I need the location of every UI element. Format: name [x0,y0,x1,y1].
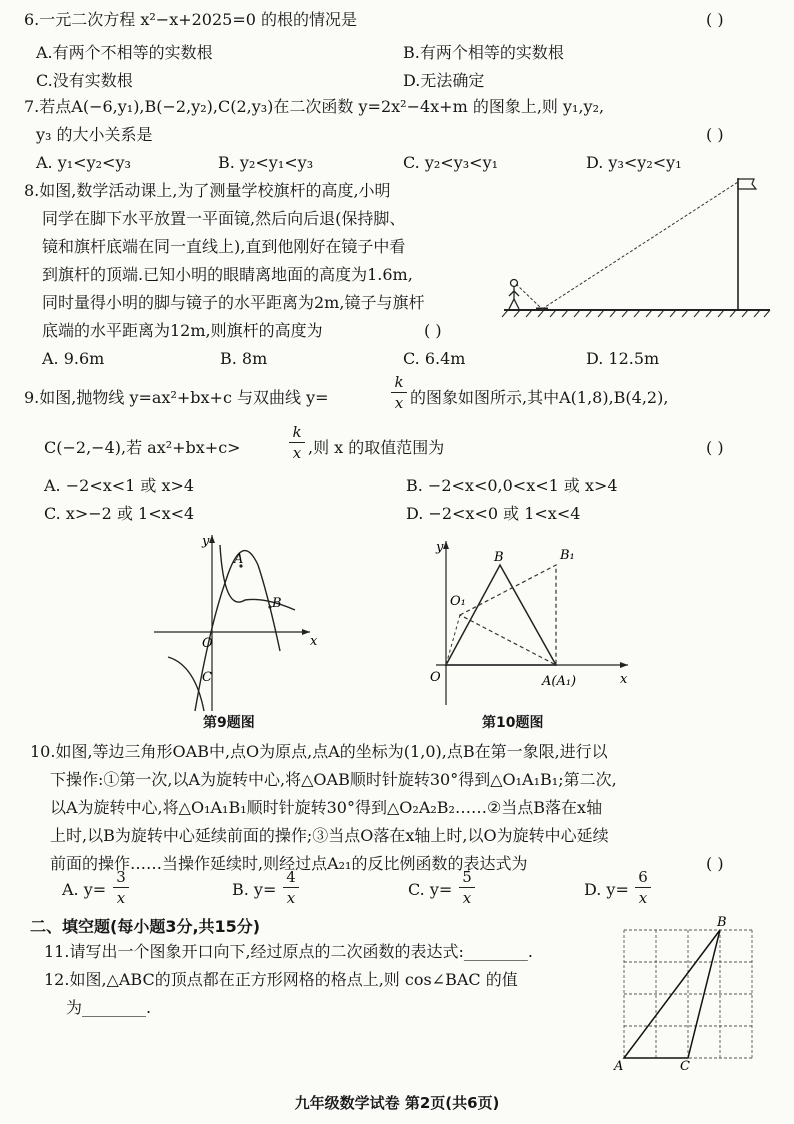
q6-stem: 6.一元二次方程 x²−x+2025=0 的根的情况是 [24,10,358,29]
q7-stem-line1: 7.若点A(−6,y₁),B(−2,y₂),C(2,y₃)在二次函数 y=2x²−4x+m 的图象上,则 y₁,y₂, [24,97,605,116]
q10-line2: 下操作:①第一次,以A为旋转中心,将△OAB顺时针旋转30°得到△O₁A₁B₁;第二次, [50,770,617,789]
q10-line1: 10.如图,等边三角形OAB中,点O为原点,点A的坐标为(1,0),点B在第一象限,进行以 [30,742,608,761]
q10-fig-label-a: A(A₁) [542,674,577,689]
q10-figure-caption: 第10题图 [482,715,544,731]
q9-frac2-den: x [292,444,302,462]
q7-option-b: B. y₂<y₁<y₃ [218,153,314,172]
q10-fig-label-b: B [494,550,504,565]
q9-figure-caption: 第9题图 [203,715,255,731]
q10-option-d-den: x [638,889,648,907]
q7-option-a: A. y₁<y₂<y₃ [36,153,131,172]
q10-fig-label-y: y [436,540,444,555]
q9-fig-label-x: x [310,634,318,649]
q12-fig-label-b: B [717,915,727,930]
q12-line2: 为________. [66,998,152,1017]
q9-fig-label-a: A [234,552,244,567]
q9-option-a: A. −2<x<1 或 x>4 [44,476,195,495]
q8-line3: 镜和旗杆底端在同一直线上),直到他刚好在镜子中看 [42,237,406,256]
q8-line2: 同学在脚下水平放置一平面镜,然后向后退(保持脚、 [42,209,406,228]
q10-fig-label-o1: O₁ [450,594,466,609]
q9-option-c: C. x>−2 或 1<x<4 [44,504,195,523]
q10-line5: 前面的操作……当操作延续时,则经过点A₂₁的反比例函数的表达式为 [50,854,528,873]
q8-option-d: D. 12.5m [586,349,660,368]
q12-line1: 12.如图,△ABC的顶点都在正方形网格的格点上,则 cos∠BAC 的值 [44,970,518,989]
q10-option-a-bar [113,887,129,888]
q7-option-d: D. y₃<y₂<y₁ [586,153,682,172]
q10-option-b-prefix: B. y= [232,880,277,899]
q9-frac2-num: k [292,423,302,441]
q9-frac2-bar [289,442,305,443]
q10-figure [420,535,635,720]
q9-fig-label-o: O [202,636,213,651]
q10-option-c-prefix: C. y= [408,880,453,899]
q9-fig-label-y: y [202,534,210,549]
q10-fig-label-o: O [430,670,441,685]
q8-line4: 到旗杆的顶端.已知小明的眼睛离地面的高度为1.6m, [42,265,413,284]
q8-line5: 同时量得小明的脚与镜子的水平距离为2m,镜子与旗杆 [42,293,425,312]
q8-answer-paren: ( ) [424,321,442,340]
q8-flagpole-figure [500,170,780,320]
q10-option-a-prefix: A. y= [62,880,107,899]
q9-frac1-num: k [394,373,404,391]
q6-option-d: D.无法确定 [403,71,485,90]
q12-fig-label-a: A [614,1059,624,1074]
q7-option-c: C. y₂<y₃<y₁ [403,153,499,172]
q7-stem-line2: y₃ 的大小关系是 [36,125,153,144]
q8-option-a: A. 9.6m [42,349,105,368]
q9-fig-label-c: C [202,670,212,685]
q10-option-a-num: 3 [116,868,126,886]
q10-option-a-den: x [116,889,126,907]
q9-answer-paren: ( ) [706,438,724,457]
q12-fig-label-c: C [680,1059,690,1074]
q10-option-d-bar [635,887,651,888]
q9-stem-line2b: ,则 x 的取值范围为 [308,438,445,457]
q10-option-b-num: 4 [286,868,296,886]
q10-option-c-den: x [462,889,472,907]
q9-figure [150,525,320,715]
q9-stem-line1a: 9.如图,抛物线 y=ax²+bx+c 与双曲线 y= [24,388,329,407]
q9-frac1-den: x [394,394,404,412]
q6-option-c: C.没有实数根 [36,71,133,90]
q10-line4: 上时,以B为旋转中心延续前面的操作;③当点O落在x轴上时,以O为旋转中心延续 [50,826,609,845]
q9-frac1-bar [391,392,407,393]
q10-line3: 以A为旋转中心,将△O₁A₁B₁顺时针旋转30°得到△O₂A₂B₂……②当点B落在x轴 [50,798,603,817]
q6-option-a: A.有两个不相等的实数根 [36,43,213,62]
q7-answer-paren: ( ) [706,125,724,144]
q9-stem-line2a: C(−2,−4),若 ax²+bx+c> [44,438,241,457]
q10-option-c-bar [459,887,475,888]
q6-answer-paren: ( ) [706,10,724,29]
q10-option-d-prefix: D. y= [584,880,629,899]
section-2-heading: 二、填空题(每小题3分,共15分) [30,917,261,936]
q8-option-b: B. 8m [220,349,268,368]
q9-stem-line1b: 的图象如图所示,其中A(1,8),B(4,2), [410,388,669,407]
q10-fig-label-x: x [620,672,628,687]
q8-line1: 8.如图,数学活动课上,为了测量学校旗杆的高度,小明 [24,181,391,200]
q6-option-b: B.有两个相等的实数根 [403,43,564,62]
q9-fig-label-b: B [272,596,282,611]
q8-option-c: C. 6.4m [403,349,466,368]
q10-answer-paren: ( ) [706,854,724,873]
q8-line6: 底端的水平距离为12m,则旗杆的高度为 [42,321,323,340]
q12-grid-figure [610,912,770,1072]
q9-option-d: D. −2<x<0 或 1<x<4 [406,504,581,523]
q10-fig-label-b1: B₁ [560,548,575,563]
q10-option-b-bar [283,887,299,888]
page-footer: 九年级数学试卷 第2页(共6页) [294,1094,500,1112]
q10-option-c-num: 5 [462,868,472,886]
q9-option-b: B. −2<x<0,0<x<1 或 x>4 [406,476,618,495]
q10-option-d-num: 6 [638,868,648,886]
q11-text: 11.请写出一个图象开口向下,经过原点的二次函数的表达式:________. [44,942,534,961]
q10-option-b-den: x [286,889,296,907]
